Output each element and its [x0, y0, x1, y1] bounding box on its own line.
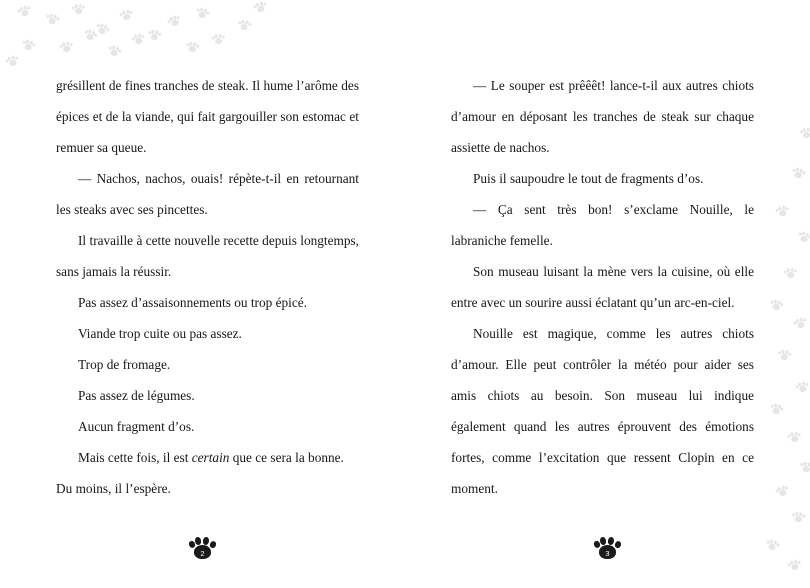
- paragraph: Nouille est magique, comme les autres chiots d’amour. Elle peut contrôler la météo pour aider ses amis chiots au besoin. Son museau lui indique également quand les autres éprouvent des émotions fortes, comme l’excitation que ressent Clopin en ce moment.: [451, 326, 754, 496]
- paw-toe: [600, 537, 607, 545]
- paragraph: Trop de fromage.: [78, 357, 171, 372]
- paragraph-text-after-italic: que ce sera la bonne.: [229, 450, 344, 465]
- paragraph: Puis il saupoudre le tout de fragments d’os.: [473, 171, 704, 186]
- right-page: [405, 0, 810, 588]
- left-page-folio: [0, 536, 405, 562]
- paragraph: Pas assez d’assaisonnements ou trop épicé.: [78, 295, 307, 310]
- italic-emphasis: certain: [191, 450, 230, 465]
- right-page-text: [451, 70, 754, 504]
- paw-toe: [187, 540, 195, 549]
- left-page-text: [56, 70, 359, 504]
- paragraph: Viande trop cuite ou pas assez.: [78, 326, 242, 341]
- paw-print-icon: [188, 536, 218, 562]
- right-page-folio: [405, 536, 810, 562]
- paw-print-icon: [593, 536, 623, 562]
- paragraph: Son museau luisant la mène vers la cuisine, où elle entre avec un sourire aussi éclatant qu’un arc-en-ciel.: [451, 264, 754, 310]
- paragraph: Il travaille à cette nouvelle recette depuis longtemps, sans jamais la réussir.: [56, 233, 359, 279]
- paragraph: Pas assez de légumes.: [78, 388, 195, 403]
- paragraph-text-before-italic: Mais cette fois, il est: [78, 450, 192, 465]
- paw-toe: [202, 537, 209, 545]
- paw-toe: [607, 537, 614, 545]
- page-number: 3: [605, 549, 610, 558]
- page-number: 2: [200, 549, 205, 558]
- paragraph: — Le souper est prêêêt! lance-t-il aux autres chiots d’amour en déposant les tranches de steak sur chaque assiette de nachos.: [451, 78, 754, 155]
- paragraph: — Nachos, nachos, ouais! répète-t-il en retournant les steaks avec ses pincettes.: [56, 171, 359, 217]
- paragraph: Aucun fragment d’os.: [78, 419, 195, 434]
- paragraph-with-italic: [56, 442, 359, 473]
- paw-toe: [592, 540, 600, 549]
- paragraph: grésillent de fines tranches de steak. Il hume l’arôme des épices et de la viande, qui fait gargouiller son estomac et remuer sa queue.: [56, 78, 359, 155]
- paw-toe: [195, 537, 202, 545]
- paragraph: — Ça sent très bon! s’exclame Nouille, le labraniche femelle.: [451, 202, 754, 248]
- paragraph: Du moins, il l’espère.: [56, 481, 171, 496]
